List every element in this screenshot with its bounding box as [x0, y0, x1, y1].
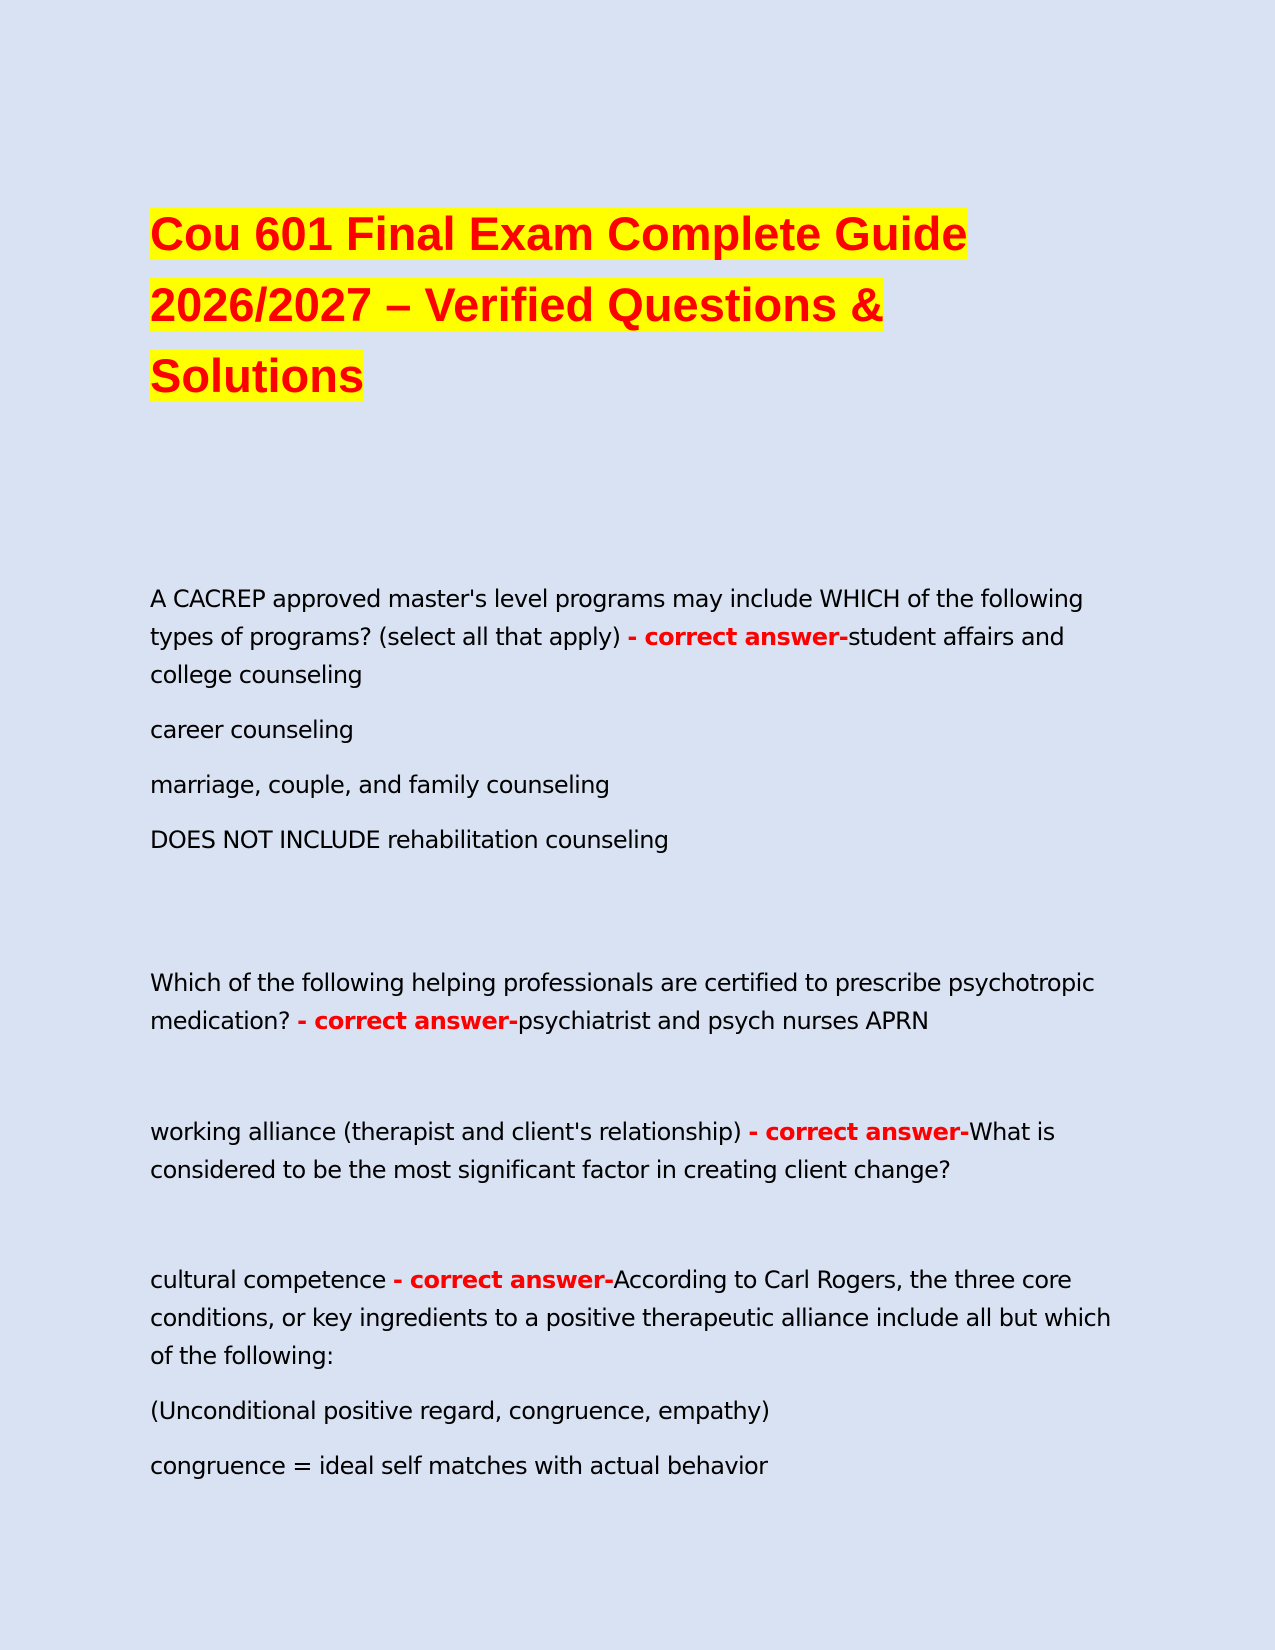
correct-answer-marker: - correct answer-	[297, 1007, 518, 1035]
correct-answer-marker: - correct answer-	[748, 1118, 969, 1146]
qa-paragraph	[150, 964, 1130, 1040]
correct-answer-marker: - correct answer-	[392, 1266, 614, 1294]
title-line-1: Cou 601 Final Exam Complete Guide	[150, 207, 968, 260]
answer-text: What is considered to be the most significant factor in creating client change?	[150, 1118, 1055, 1184]
qa-item-2	[150, 964, 1130, 1040]
answer-extra-line: career counseling	[150, 716, 354, 744]
correct-answer-marker: - correct answer-	[627, 623, 849, 651]
qa-item-3	[150, 1113, 1130, 1189]
qa-paragraph	[150, 1261, 1130, 1375]
answer-extra-line: congruence = ideal self matches with actual behavior	[150, 1452, 768, 1480]
answer-extra-line: (Unconditional positive regard, congruence, empathy)	[150, 1397, 770, 1425]
title-line-2: 2026/2027 – Verified Questions &	[150, 278, 885, 331]
answer-extra-line: DOES NOT INCLUDE rehabilitation counseling	[150, 826, 669, 854]
answer-extra-line: marriage, couple, and family counseling	[150, 771, 610, 799]
title-line-3: Solutions	[150, 349, 365, 402]
qa-paragraph	[150, 1113, 1130, 1189]
question-text: working alliance (therapist and client's relationship)	[150, 1118, 749, 1146]
qa-item-1	[150, 580, 1130, 859]
answer-text: According to Carl Rogers, the three core conditions, or key ingredients to a positive therapeutic alliance include all but which of the following:	[150, 1266, 1111, 1370]
question-text: Which of the following helping professionals are certified to prescribe psychotropic medication?	[150, 969, 1095, 1035]
qa-item-4	[150, 1261, 1130, 1485]
question-text: A CACREP approved master's level programs may include WHICH of the following types of programs? (select all that apply)	[150, 585, 1084, 651]
qa-paragraph	[150, 580, 1130, 694]
answer-text: student affairs and college counseling	[150, 623, 1065, 689]
document-title	[150, 198, 1050, 411]
question-text: cultural competence	[150, 1266, 393, 1294]
answer-text: psychiatrist and psych nurses APRN	[517, 1007, 929, 1035]
